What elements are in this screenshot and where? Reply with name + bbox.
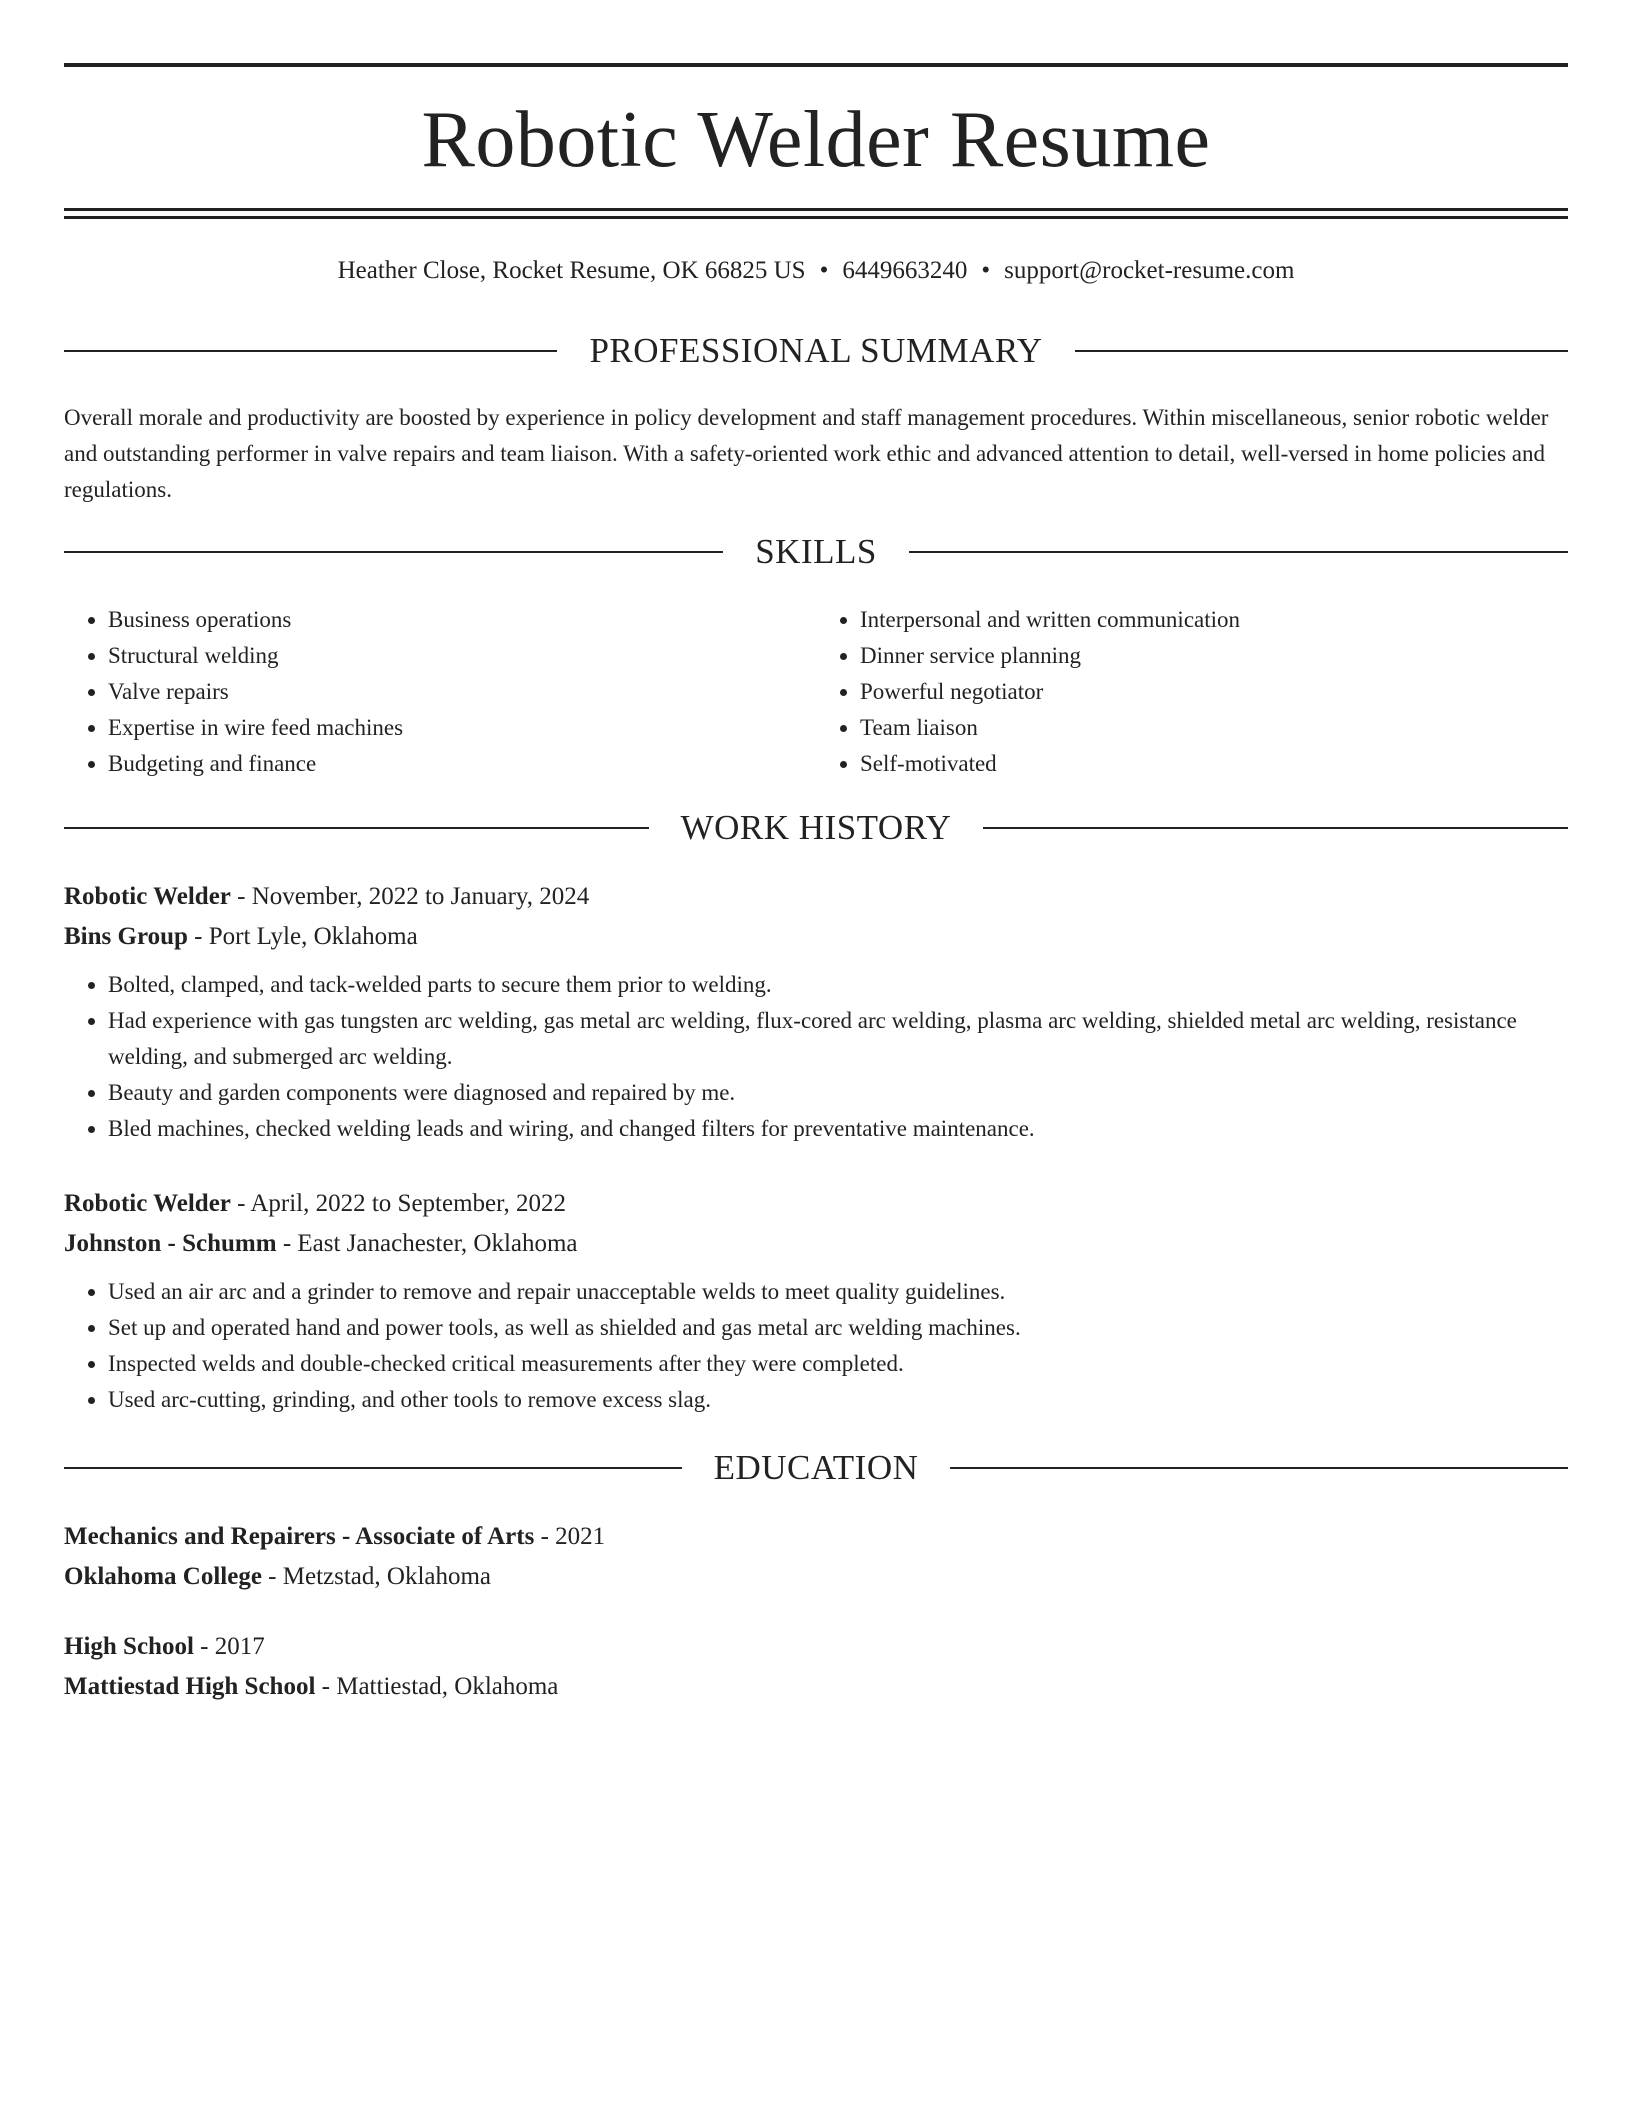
job-dates: - April, 2022 to September, 2022 <box>230 1190 566 1217</box>
education-heading: EDUCATION <box>713 1448 919 1487</box>
education-year: - 2021 <box>534 1523 606 1550</box>
skills-column-left <box>64 602 816 782</box>
education-entry <box>64 1627 1568 1707</box>
job-bullet: • Beauty and garden components were diagnosed and repaired by me. <box>108 1075 1568 1111</box>
skill-item: • Powerful negotiator <box>860 674 1568 710</box>
education-section-heading <box>64 1446 1568 1490</box>
summary-section-heading <box>64 329 1568 373</box>
work-section-heading <box>64 806 1568 850</box>
education-location: - Metzstad, Oklahoma <box>261 1563 492 1590</box>
work-heading: WORK HISTORY <box>680 808 952 847</box>
education-degree-line <box>64 1627 1568 1667</box>
job-company: Bins Group <box>64 923 188 950</box>
job-title-line <box>64 877 1568 917</box>
skill-item: • Valve repairs <box>108 674 816 710</box>
education-school-line <box>64 1557 1568 1597</box>
contact-separator: • <box>981 257 991 284</box>
heading-rule <box>1075 350 1568 352</box>
job-entry <box>64 1184 1568 1418</box>
job-company-line <box>64 917 1568 957</box>
heading-rule <box>909 551 1568 553</box>
heading-rule <box>64 350 557 352</box>
contact-email: support@rocket-resume.com <box>1004 257 1295 284</box>
skills-list <box>64 602 1568 782</box>
job-location: - East Janachester, Oklahoma <box>276 1230 578 1257</box>
heading-rule <box>64 827 649 829</box>
job-title: Robotic Welder <box>64 1190 231 1217</box>
job-title-line <box>64 1184 1568 1224</box>
education-degree: High School <box>64 1633 194 1660</box>
summary-text: Overall morale and productivity are boosted by experience in policy development and staff management procedures. Within miscellaneous, senior robotic welder and outstanding performer in valve repairs and team liaison. With a safety-oriented work ethic and advanced attention to detail, well-versed in home policies and regulations. <box>64 405 1549 502</box>
job-bullet: • Bled machines, checked welding leads and wiring, and changed filters for preventative maintenance. <box>108 1111 1568 1147</box>
education-school: Oklahoma College <box>64 1563 262 1590</box>
job-entry <box>64 877 1568 1147</box>
job-company: Johnston - Schumm <box>64 1230 277 1257</box>
skill-item: • Budgeting and finance <box>108 746 816 782</box>
title-double-rule <box>64 208 1568 219</box>
heading-rule <box>950 1467 1568 1469</box>
education-school: Mattiestad High School <box>64 1673 316 1700</box>
summary-heading: PROFESSIONAL SUMMARY <box>589 331 1043 370</box>
skill-item: • Self-motivated <box>860 746 1568 782</box>
heading-rule <box>64 551 723 553</box>
contact-separator: • <box>819 257 829 284</box>
top-rule <box>64 63 1568 67</box>
job-bullet: • Set up and operated hand and power tools, as well as shielded and gas metal arc welding machines. <box>108 1310 1568 1346</box>
heading-rule <box>64 1467 682 1469</box>
job-bullet: • Inspected welds and double-checked critical measurements after they were completed. <box>108 1346 1568 1382</box>
skills-heading: SKILLS <box>755 532 877 571</box>
contact-line <box>64 254 1568 288</box>
job-location: - Port Lyle, Oklahoma <box>187 923 418 950</box>
job-bullet: • Used arc-cutting, grinding, and other tools to remove excess slag. <box>108 1382 1568 1418</box>
education-degree: Mechanics and Repairers - Associate of Arts <box>64 1523 535 1550</box>
skill-item: • Structural welding <box>108 638 816 674</box>
job-bullets <box>64 967 1568 1147</box>
skill-item: • Dinner service planning <box>860 638 1568 674</box>
skill-item: • Business operations <box>108 602 816 638</box>
heading-rule <box>983 827 1568 829</box>
job-bullet: • Bolted, clamped, and tack-welded parts to secure them prior to welding. <box>108 967 1568 1003</box>
skill-item: • Team liaison <box>860 710 1568 746</box>
education-location: - Mattiestad, Oklahoma <box>315 1673 559 1700</box>
job-title: Robotic Welder <box>64 883 231 910</box>
job-company-line <box>64 1224 1568 1264</box>
education-school-line <box>64 1667 1568 1707</box>
education-year: - 2017 <box>193 1633 265 1660</box>
job-dates: - November, 2022 to January, 2024 <box>230 883 590 910</box>
contact-phone: 6449663240 <box>842 257 968 284</box>
job-bullet: • Had experience with gas tungsten arc welding, gas metal arc welding, flux-cored arc welding, plasma arc welding, shielded metal arc welding, resistance welding, and submerged arc welding. <box>108 1003 1568 1075</box>
skills-column-right <box>816 602 1568 782</box>
contact-address: Heather Close, Rocket Resume, OK 66825 US <box>337 257 806 284</box>
skill-item: • Expertise in wire feed machines <box>108 710 816 746</box>
education-entry <box>64 1517 1568 1597</box>
skills-section-heading <box>64 530 1568 574</box>
education-degree-line <box>64 1517 1568 1557</box>
job-bullets <box>64 1274 1568 1418</box>
skill-item: • Interpersonal and written communication <box>860 602 1568 638</box>
resume-title: Robotic Welder Resume <box>421 96 1211 184</box>
job-bullet: • Used an air arc and a grinder to remove and repair unacceptable welds to meet quality guidelines. <box>108 1274 1568 1310</box>
